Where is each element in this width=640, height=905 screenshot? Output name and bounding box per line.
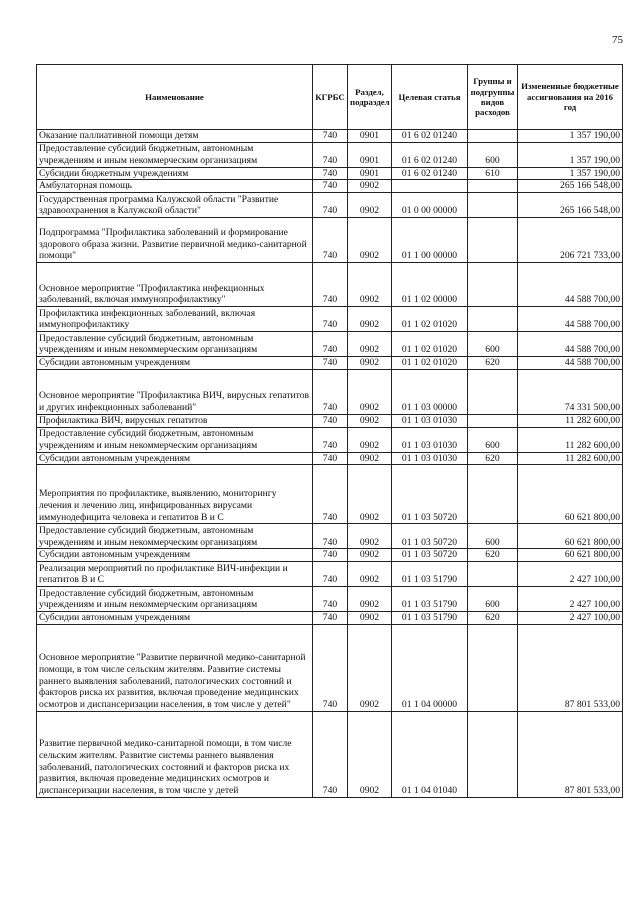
table-row <box>37 624 623 711</box>
row-kgrbs: 740 <box>313 465 348 524</box>
row-expense-group <box>468 307 518 332</box>
row-section: 0901 <box>348 130 392 143</box>
row-name: Субсидии автономным учреждениям <box>37 357 313 370</box>
row-expense-group: 620 <box>468 357 518 370</box>
header-group: Группы и подгруппы видов расходов <box>468 65 518 130</box>
row-kgrbs: 740 <box>313 130 348 143</box>
row-name: Государственная программа Калужской области "Развитие здравоохранения в Калужской области" <box>37 193 313 218</box>
row-section: 0901 <box>348 167 392 180</box>
row-amount: 11 282 600,00 <box>518 414 623 427</box>
row-section: 0902 <box>348 218 392 263</box>
row-target-article <box>392 180 468 193</box>
row-target-article: 01 1 03 00000 <box>392 369 468 414</box>
row-amount: 1 357 190,00 <box>518 142 623 167</box>
row-kgrbs: 740 <box>313 193 348 218</box>
row-amount: 44 588 700,00 <box>518 357 623 370</box>
row-name: Основное мероприятие "Профилактика ВИЧ, вирусных гепатитов и других инфекционных заболеваний" <box>37 369 313 414</box>
row-amount: 60 621 800,00 <box>518 549 623 562</box>
row-expense-group <box>468 561 518 586</box>
row-target-article: 01 1 03 50720 <box>392 549 468 562</box>
row-amount: 1 357 190,00 <box>518 130 623 143</box>
table-row <box>37 465 623 524</box>
row-target-article: 01 1 03 50720 <box>392 524 468 549</box>
row-section: 0902 <box>348 307 392 332</box>
row-target-article: 01 1 02 01020 <box>392 357 468 370</box>
row-section: 0902 <box>348 427 392 452</box>
table-row <box>37 586 623 611</box>
row-name: Основное мероприятие "Развитие первичной медико-санитарной помощи, в том числе сельским жителям. Развитие системы раннего выявления заболеваний, патологических состояний и факторов риска их развития, включая проведение медицинских осмотров и диспансеризации населения, в том числе у детей" <box>37 624 313 711</box>
row-target-article: 01 1 03 51790 <box>392 586 468 611</box>
table-header-row <box>37 65 623 130</box>
row-name: Предоставление субсидий бюджетным, автономным учреждениям и иным некоммерческим организациям <box>37 332 313 357</box>
row-expense-group <box>468 130 518 143</box>
row-expense-group: 600 <box>468 524 518 549</box>
row-name: Субсидии бюджетным учреждениям <box>37 167 313 180</box>
row-target-article: 01 1 02 01020 <box>392 307 468 332</box>
row-expense-group <box>468 465 518 524</box>
row-kgrbs: 740 <box>313 427 348 452</box>
row-expense-group <box>468 218 518 263</box>
row-expense-group <box>468 414 518 427</box>
row-section: 0902 <box>348 193 392 218</box>
row-target-article: 01 1 02 01020 <box>392 332 468 357</box>
row-amount: 206 721 733,00 <box>518 218 623 263</box>
table-row <box>37 357 623 370</box>
row-expense-group: 620 <box>468 549 518 562</box>
row-kgrbs: 740 <box>313 167 348 180</box>
row-section: 0902 <box>348 624 392 711</box>
row-amount: 74 331 500,00 <box>518 369 623 414</box>
row-expense-group: 620 <box>468 611 518 624</box>
row-target-article: 01 1 03 01030 <box>392 452 468 465</box>
row-kgrbs: 740 <box>313 524 348 549</box>
header-kgrbs: КГРБС <box>313 65 348 130</box>
row-section: 0902 <box>348 465 392 524</box>
header-amount: Измененные бюджетные ассигнования на 2016 год <box>518 65 623 130</box>
row-name: Субсидии автономным учреждениям <box>37 452 313 465</box>
row-target-article: 01 1 02 00000 <box>392 263 468 307</box>
row-target-article: 01 1 04 01040 <box>392 711 468 797</box>
table-row <box>37 549 623 562</box>
row-kgrbs: 740 <box>313 142 348 167</box>
row-section: 0902 <box>348 711 392 797</box>
row-target-article: 01 1 04 00000 <box>392 624 468 711</box>
row-expense-group: 600 <box>468 586 518 611</box>
row-name: Оказание паллиативной помощи детям <box>37 130 313 143</box>
header-section: Раздел, подраздел <box>348 65 392 130</box>
row-name: Развитие первичной медико-санитарной помощи, в том числе сельским жителям. Развитие системы раннего выявления заболеваний, патологических состояний и факторов риска их развития, включая проведение медицинских осмотров и диспансеризации населения, в том числе у детей <box>37 711 313 797</box>
row-name: Субсидии автономным учреждениям <box>37 611 313 624</box>
row-target-article: 01 0 00 00000 <box>392 193 468 218</box>
row-expense-group: 610 <box>468 167 518 180</box>
row-section: 0902 <box>348 414 392 427</box>
row-kgrbs: 740 <box>313 611 348 624</box>
row-name: Мероприятия по профилактике, выявлению, мониторингу лечения и лечению лиц, инфицированных вирусами иммунодефицита человека и гепатитов В и С <box>37 465 313 524</box>
row-expense-group: 620 <box>468 452 518 465</box>
row-section: 0902 <box>348 549 392 562</box>
row-target-article: 01 6 02 01240 <box>392 130 468 143</box>
row-name: Амбулаторная помощь <box>37 180 313 193</box>
table-row <box>37 263 623 307</box>
row-name: Предоставление субсидий бюджетным, автономным учреждениям и иным некоммерческим организациям <box>37 142 313 167</box>
table-row <box>37 307 623 332</box>
row-kgrbs: 740 <box>313 369 348 414</box>
row-expense-group <box>468 180 518 193</box>
row-amount: 44 588 700,00 <box>518 307 623 332</box>
row-amount: 87 801 533,00 <box>518 624 623 711</box>
table-row <box>37 180 623 193</box>
row-target-article: 01 6 02 01240 <box>392 142 468 167</box>
row-target-article: 01 1 03 51790 <box>392 561 468 586</box>
row-section: 0902 <box>348 263 392 307</box>
table-row <box>37 452 623 465</box>
header-target: Целевая статья <box>392 65 468 130</box>
row-name: Основное мероприятие "Профилактика инфекционных заболеваний, включая иммунопрофилактику" <box>37 263 313 307</box>
table-row <box>37 711 623 797</box>
row-amount: 11 282 600,00 <box>518 427 623 452</box>
row-name: Профилактика инфекционных заболеваний, включая иммунопрофилактику <box>37 307 313 332</box>
table-row <box>37 427 623 452</box>
row-kgrbs: 740 <box>313 561 348 586</box>
table-row <box>37 218 623 263</box>
row-kgrbs: 740 <box>313 624 348 711</box>
row-amount: 60 621 800,00 <box>518 465 623 524</box>
row-name: Субсидии автономным учреждениям <box>37 549 313 562</box>
row-kgrbs: 740 <box>313 357 348 370</box>
row-amount: 2 427 100,00 <box>518 561 623 586</box>
row-section: 0902 <box>348 180 392 193</box>
table-row <box>37 611 623 624</box>
row-target-article: 01 1 03 51790 <box>392 611 468 624</box>
row-name: Профилактика ВИЧ, вирусных гепатитов <box>37 414 313 427</box>
row-kgrbs: 740 <box>313 307 348 332</box>
row-amount: 265 166 548,00 <box>518 193 623 218</box>
row-expense-group <box>468 624 518 711</box>
row-expense-group: 600 <box>468 142 518 167</box>
row-kgrbs: 740 <box>313 586 348 611</box>
row-section: 0902 <box>348 332 392 357</box>
row-section: 0902 <box>348 369 392 414</box>
row-name: Предоставление субсидий бюджетным, автономным учреждениям и иным некоммерческим организациям <box>37 586 313 611</box>
row-section: 0901 <box>348 142 392 167</box>
row-section: 0902 <box>348 561 392 586</box>
row-kgrbs: 740 <box>313 549 348 562</box>
table-row <box>37 561 623 586</box>
row-target-article: 01 1 03 01030 <box>392 414 468 427</box>
row-kgrbs: 740 <box>313 711 348 797</box>
header-name: Наименование <box>37 65 313 130</box>
row-expense-group <box>468 193 518 218</box>
row-section: 0902 <box>348 611 392 624</box>
row-section: 0902 <box>348 586 392 611</box>
table-row <box>37 167 623 180</box>
row-amount: 2 427 100,00 <box>518 586 623 611</box>
row-expense-group: 600 <box>468 332 518 357</box>
row-target-article: 01 6 02 01240 <box>392 167 468 180</box>
row-amount: 265 166 548,00 <box>518 180 623 193</box>
row-kgrbs: 740 <box>313 180 348 193</box>
row-expense-group: 600 <box>468 427 518 452</box>
table-row <box>37 142 623 167</box>
row-name: Предоставление субсидий бюджетным, автономным учреждениям и иным некоммерческим организациям <box>37 427 313 452</box>
row-target-article: 01 1 00 00000 <box>392 218 468 263</box>
row-amount: 44 588 700,00 <box>518 332 623 357</box>
row-expense-group <box>468 263 518 307</box>
row-amount: 11 282 600,00 <box>518 452 623 465</box>
row-amount: 2 427 100,00 <box>518 611 623 624</box>
row-amount: 1 357 190,00 <box>518 167 623 180</box>
row-section: 0902 <box>348 357 392 370</box>
row-amount: 87 801 533,00 <box>518 711 623 797</box>
budget-table <box>36 64 623 798</box>
row-name: Реализация мероприятий по профилактике ВИЧ-инфекции и гепатитов В и С <box>37 561 313 586</box>
table-row <box>37 193 623 218</box>
table-row <box>37 414 623 427</box>
row-section: 0902 <box>348 452 392 465</box>
table-row <box>37 332 623 357</box>
row-expense-group <box>468 369 518 414</box>
row-kgrbs: 740 <box>313 452 348 465</box>
row-kgrbs: 740 <box>313 218 348 263</box>
table-row <box>37 524 623 549</box>
row-target-article: 01 1 03 50720 <box>392 465 468 524</box>
row-name: Подпрограмма "Профилактика заболеваний и формирование здорового образа жизни. Развитие первичной медико-санитарной помощи" <box>37 218 313 263</box>
row-kgrbs: 740 <box>313 263 348 307</box>
row-kgrbs: 740 <box>313 414 348 427</box>
table-row <box>37 130 623 143</box>
table-row <box>37 369 623 414</box>
table-body <box>37 130 623 798</box>
row-expense-group <box>468 711 518 797</box>
page-number: 75 <box>612 34 623 46</box>
row-target-article: 01 1 03 01030 <box>392 427 468 452</box>
row-name: Предоставление субсидий бюджетным, автономным учреждениям и иным некоммерческим организациям <box>37 524 313 549</box>
row-amount: 60 621 800,00 <box>518 524 623 549</box>
row-amount: 44 588 700,00 <box>518 263 623 307</box>
row-kgrbs: 740 <box>313 332 348 357</box>
row-section: 0902 <box>348 524 392 549</box>
